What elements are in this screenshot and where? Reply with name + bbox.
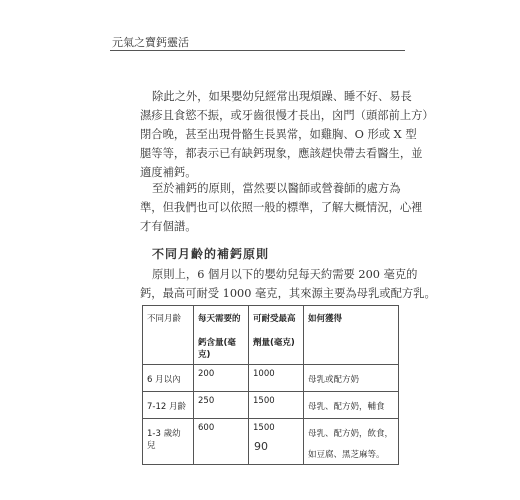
paragraph-line: 除此之外，如果嬰幼兒經常出現煩躁、睡不好、易長 <box>152 90 412 103</box>
cell-line: 母乳、配方奶，飲食， <box>308 429 394 439</box>
section-heading: 不同月齡的補鈣原則 <box>152 247 270 261</box>
table-header-row-2 <box>143 332 399 365</box>
header-cell-age-cont <box>143 332 194 365</box>
cell-max-tolerable: 1500 <box>249 392 304 419</box>
cell-age: 6 月以內 <box>143 365 194 392</box>
header-cell-daily-need: 每天需要的 <box>194 306 249 333</box>
cell-how-to-obtain <box>304 419 399 465</box>
header-cell-age: 不同月齡 <box>143 306 194 333</box>
paragraph-line: 至於補鈣的原則，當然要以醫師或營養師的處方為 <box>152 182 401 195</box>
header-cell-daily-need-unit: 鈣含量(毫克) <box>194 332 249 365</box>
table-row <box>143 392 399 419</box>
cell-age: 1-3 歲幼兒 <box>143 419 194 465</box>
cell-max-tolerable: 1500 <box>249 419 304 465</box>
paragraph-line: 準，但我們也可以依照一般的標準，了解大概情況，心裡 <box>140 201 423 214</box>
cell-daily-need: 250 <box>194 392 249 419</box>
cell-age: 7-12 月齡 <box>143 392 194 419</box>
cell-daily-need: 200 <box>194 365 249 392</box>
paragraph-2 <box>140 179 423 236</box>
paragraph-line: 才有個譜。 <box>140 220 197 233</box>
section-intro <box>140 265 436 303</box>
cell-daily-need: 600 <box>194 419 249 465</box>
table-row <box>143 365 399 392</box>
paragraph-line: 腿等等，都表示已有缺鈣現象，應該趕快帶去看醫生，並 <box>140 147 423 160</box>
paragraph-line: 適度補鈣。 <box>140 166 197 179</box>
header-cell-max-tolerable: 可耐受最高 <box>249 306 304 333</box>
calcium-table <box>142 305 399 465</box>
header-rule <box>110 50 405 51</box>
paragraph-line: 閉合晚，甚至出現骨骼生長異常，如雞胸、O 形或 X 型 <box>140 128 417 141</box>
paragraph-line: 原則上，6 個月以下的嬰幼兒每天約需要 200 毫克的 <box>152 268 418 281</box>
running-title: 元氣之寶鈣靈活 <box>112 36 189 49</box>
cell-how-to-obtain: 母乳、配方奶，輔食 <box>304 392 399 419</box>
page-number: 90 <box>254 440 268 453</box>
cell-max-tolerable: 1000 <box>249 365 304 392</box>
paragraph-1 <box>140 87 434 182</box>
cell-line: 如豆腐、黑芝麻等。 <box>308 450 385 460</box>
header-cell-max-tolerable-unit: 劑量(毫克) <box>249 332 304 365</box>
paragraph-line: 濕疹且食慾不振，或牙齒很慢才長出，囟門（頭部前上方） <box>140 109 434 122</box>
header-cell-how-to-obtain: 如何獲得 <box>304 306 399 333</box>
paragraph-line: 鈣，最高可耐受 1000 毫克，其來源主要為母乳或配方乳。 <box>140 287 436 300</box>
table-header-row <box>143 306 399 333</box>
table-row <box>143 419 399 465</box>
header-cell-how-to-obtain-cont <box>304 332 399 365</box>
cell-how-to-obtain: 母乳或配方奶 <box>304 365 399 392</box>
